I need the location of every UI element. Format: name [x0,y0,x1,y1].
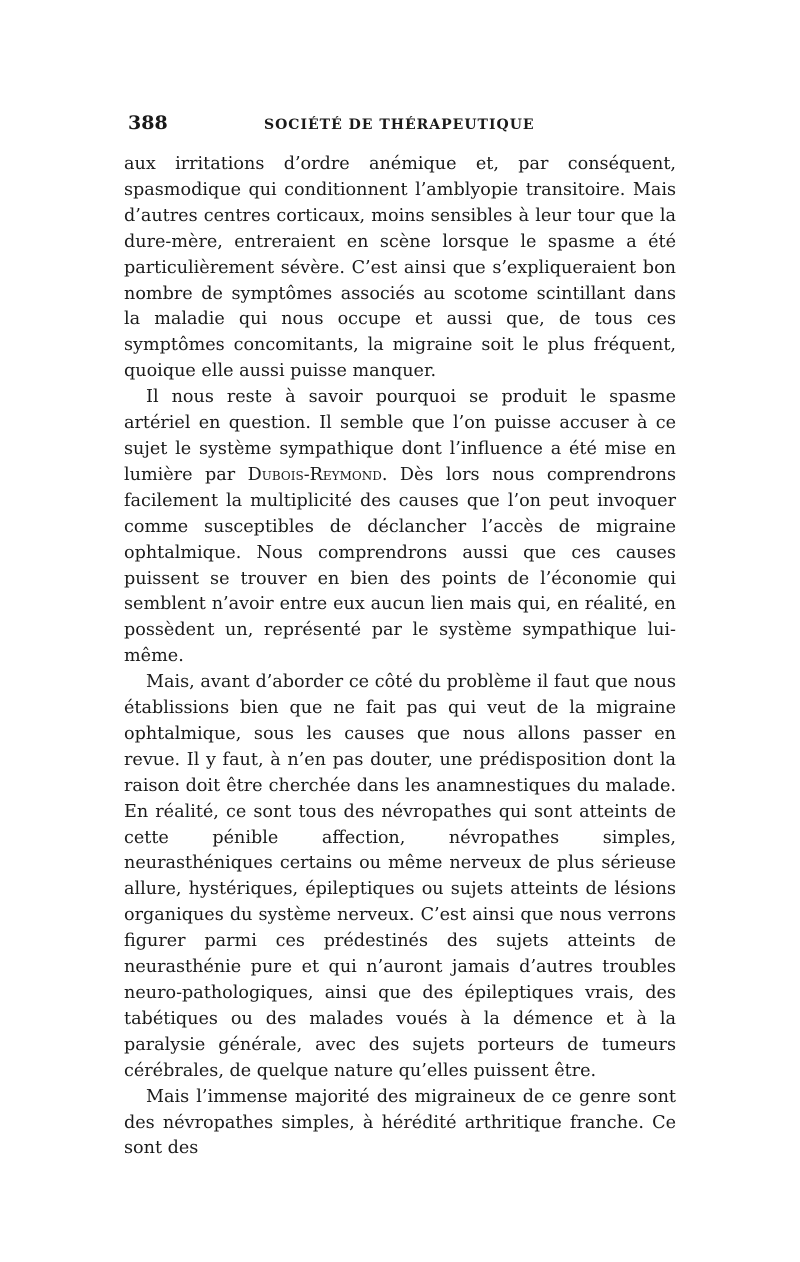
paragraph-4: Mais l’immense majorité des migraineux de ce genre sont des névropathes simples, à hérédité arthritique franche. Ce sont des [124,1086,676,1159]
text-block [124,112,676,1162]
paragraph-2-after: . Dès lors nous comprendrons facilement la multiplicité des causes que l’on peut invoquer comme susceptibles de déclancher l’accès de migraine ophtalmique. Nous comprendrons aussi que ces causes puissent se trouver en bien des points de l’économie qui semblent n’avoir entre eux aucun lien mais qui, en réalité, en possèdent un, représenté par le système sympathique lui-même. [124,464,677,667]
author-name: Dubois-Reymond [247,464,382,485]
paragraph-1: aux irritations d’ordre anémique et, par conséquent, spasmodique qui conditionnent l’amblyopie transitoire. Mais d’autres centres corticaux, moins sensibles à leur tour que la dure-mère, entreraient en scène lorsque le spasme a été particulièrement sévère. C’est ainsi que s’expliqueraient bon nombre de symptômes associés au scotome scintillant dans la maladie qui nous occupe et aussi que, de tous ces symptômes concomitants, la migraine soit le plus fréquent, quoique elle aussi puisse manquer. [124,154,676,382]
paragraph-2-before: Il nous reste à savoir pourquoi se produit le spasme artériel en question. Il semble que l’on puisse accuser à ce sujet le système sympathique dont l’influence a été mise en lumière par [124,387,676,485]
body-text [124,152,676,1162]
running-title: SOCIÉTÉ DE THÉRAPEUTIQUE [264,117,535,133]
running-head [124,112,676,152]
paragraph-2 [124,385,676,670]
paragraph-3: Mais, avant d’aborder ce côté du problème il faut que nous établissions bien que ne fait pas qui veut de la migraine ophtalmique, sous les causes que nous allons passer en revue. Il y faut, à n’en pas douter, une prédisposition dont la raison doit être cherchée dans les anamnestiques du malade. En réalité, ce sont tous des névropathes qui sont atteints de cette pénible affection, névropathes simples, neurasthéniques certains ou même nerveux de plus sérieuse allure, hystériques, épileptiques ou sujets atteints de lésions organiques du système nerveux. C’est ainsi que nous verrons figurer parmi ces prédestinés des sujets atteints de neurasthénie pure et qui n’auront jamais d’autres troubles neuro-pathologiques, ainsi que des épileptiques vrais, des tabétiques ou des malades voués à la démence et à la paralysie générale, avec des sujets porteurs de tumeurs cérébrales, de quelque nature qu’elles puissent être. [124,672,676,1081]
page-number: 388 [128,112,168,134]
